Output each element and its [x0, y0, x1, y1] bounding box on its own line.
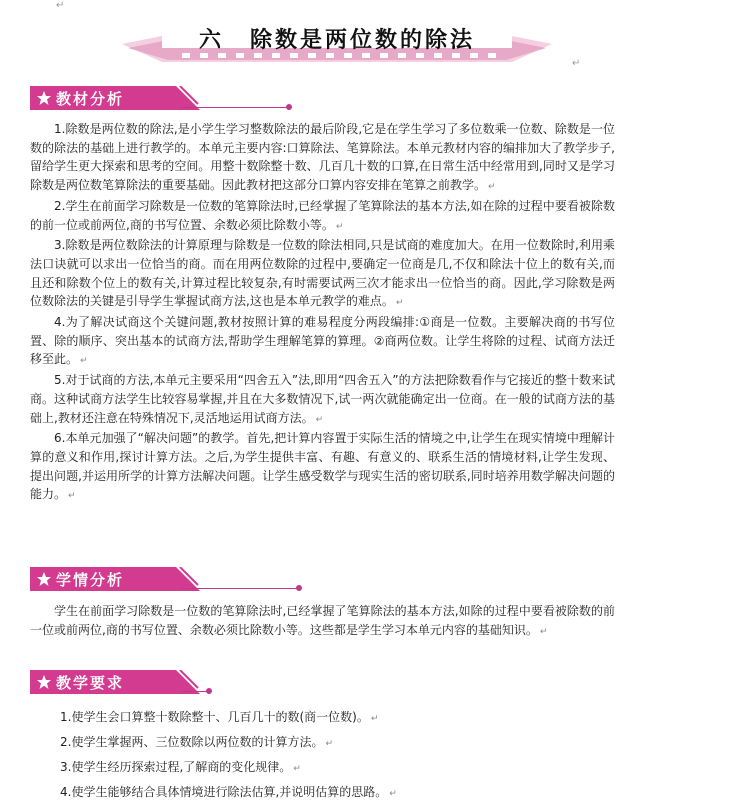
paragraph: 4.为了解决试商这个关键问题,教材按照计算的难易程度分两段编排:①商是一位数。主要解决商的书写位置、除的顺序、突出基本的试商方法,帮助学生理解笔算的算理。②商两位数。让学生将除的过程、试商方法迁移至此。 ↵	[30, 315, 615, 367]
section-heading: 教学要求	[56, 674, 125, 692]
section-header-analysis	[30, 86, 300, 110]
section-heading: 学情分析	[56, 571, 125, 589]
chapter-name: 除数是两位数的除法	[250, 27, 476, 53]
chapter-title	[122, 23, 552, 54]
section-rule-dot	[206, 688, 212, 694]
paragraph: 3.除数是两位数除法的计算原理与除数是一位数的除法相同,只是试商的难度加大。在用一位数除时,利用乘法口诀就可以求出一位恰当的商。而在用两位数除的过程中,要确定一位商是几,不仅和除法十位上的数有关,而且还和除数个位上的数有关,计算过程比较复杂,有时需要试两三次才能求出一位恰当的商。因此,学习除数是两位数除法的关键是引导学生掌握试商方法,这也是本单元教学的难点。 ↵	[30, 238, 615, 309]
paragraph: 1.除数是两位数的除法,是小学生学习整数除法的最后阶段,它是在学生学习了多位数乘一位数、除数是一位数的除法的基础上进行教学的。本单元主要内容:口算除法、笔算除法。本单元教材内容的编排加大了教学步子,留给学生更大探索和思考的空间。用整十数除整十数、几百几十数的口算,在日常生活中经常用到,同时又是学习除数是两位数笔算除法的重要基础。因此教材把这部分口算内容安排在笔算之前教学。 ↵	[30, 122, 615, 193]
section-heading: 教材分析	[56, 90, 125, 108]
section-rule	[180, 691, 208, 692]
section-rule	[180, 588, 298, 589]
learner-text	[30, 602, 615, 641]
requirements-list	[60, 705, 397, 805]
paragraph-mark: ↵	[56, 0, 65, 11]
paragraph: 2.学生在前面学习除数是一位数的笔算除法时,已经掌握了笔算除法的基本方法,如在除的过程中要看被除数的前一位或前两位,商的书写位置、余数必须比除数小等。 ↵	[30, 198, 615, 232]
list-item: 3.使学生经历探索过程,了解商的变化规律。 ↵	[60, 760, 301, 774]
paragraph: 6.本单元加强了“解决问题”的教学。首先,把计算内容置于实际生活的情境之中,让学生在现实情境中理解计算的意义和作用,探讨计算方法。之后,为学生提供丰富、有趣、有意义的、联系生活的情境材料,让学生发现、提出问题,并运用所学的计算方法解决问题。让学生感受数学与现实生活的密切联系,同时培养用数学解决问题的能力。 ↵	[30, 431, 615, 502]
section-header-learner	[30, 567, 310, 591]
paragraph: 5.对于试商的方法,本单元主要采用“四舍五入”法,即用“四舍五入”的方法把除数看作与它接近的整十数来试商。这种试商方法学生比较容易掌握,并且在大多数情况下,试一两次就能确定出一位商。在一般的试商方法的基础上,教材还注意在特殊情况下,灵活地运用试商方法。 ↵	[30, 373, 615, 425]
section-header-requirements	[30, 670, 220, 694]
chapter-number: 六	[198, 27, 224, 53]
section-rule-dot	[296, 585, 302, 591]
list-item: 2.使学生掌握两、三位数除以两位数的计算方法。 ↵	[60, 735, 333, 749]
section-rule	[180, 107, 288, 108]
paragraph-mark: ↵	[572, 58, 581, 69]
section-rule-dot	[286, 104, 292, 110]
chapter-header	[122, 14, 552, 64]
star-icon	[36, 674, 52, 690]
star-icon	[36, 90, 52, 106]
list-item: 1.使学生会口算整十数除整十、几百几十的数(商一位数)。 ↵	[60, 710, 379, 724]
star-icon	[36, 571, 52, 587]
paragraph: 学生在前面学习除数是一位数的笔算除法时,已经掌握了笔算除法的基本方法,如除的过程中要看被除数的前一位或前两位,商的书写位置、余数必须比除数小等。这些都是学生学习本单元内容的基础知识。 ↵	[30, 604, 615, 637]
list-item: 4.使学生能够结合具体情境进行除法估算,并说明估算的思路。 ↵	[60, 785, 397, 799]
analysis-text	[30, 120, 615, 506]
